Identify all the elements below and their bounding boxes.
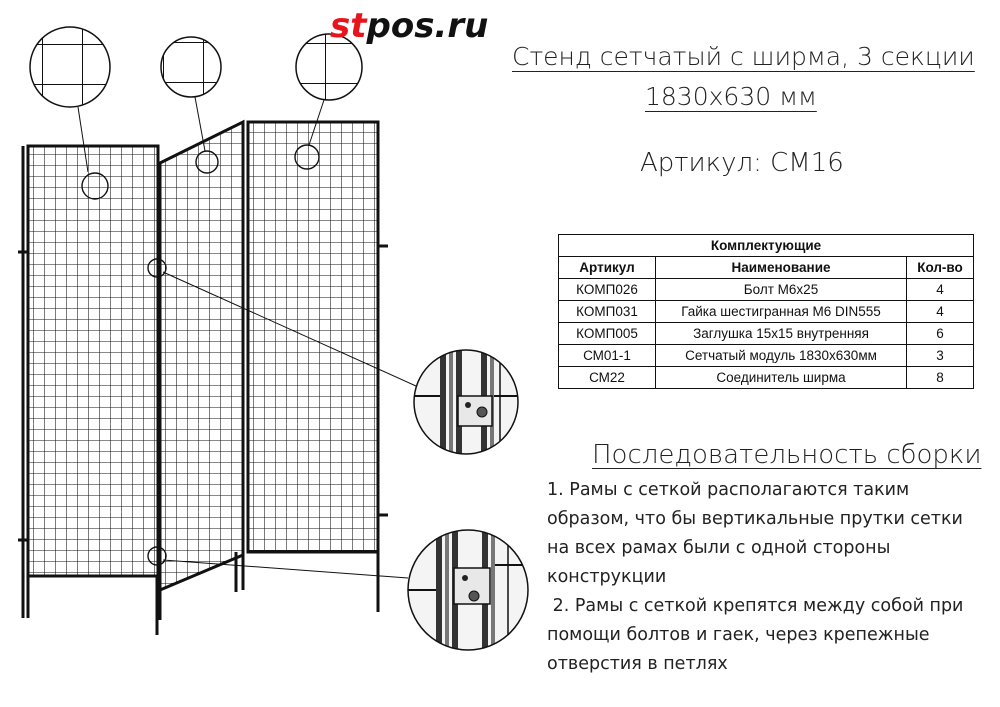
header-name: Наименование bbox=[656, 257, 907, 279]
cell-qty: 6 bbox=[907, 323, 974, 345]
middle-mesh-panel bbox=[160, 122, 243, 620]
header-article: Артикул bbox=[559, 257, 656, 279]
assembly-step-2: 2. Рамы с сеткой крепятся между собой при помощи болтов и гаек, через крепежные отверстия в петлях bbox=[547, 596, 970, 674]
logo-part-black: pos.ru bbox=[366, 6, 489, 46]
table-row bbox=[559, 345, 974, 367]
table-row bbox=[559, 323, 974, 345]
cell-article: КОМП005 bbox=[559, 323, 656, 345]
components-caption: Комплектующие bbox=[559, 235, 974, 257]
table-row bbox=[559, 367, 974, 389]
article-number: Артикул: СМ16 bbox=[640, 148, 844, 178]
cell-qty: 8 bbox=[907, 367, 974, 389]
cell-qty: 4 bbox=[907, 279, 974, 301]
cell-article: СМ22 bbox=[559, 367, 656, 389]
cell-article: СМ01-1 bbox=[559, 345, 656, 367]
assembly-step-1: 1. Рамы с сеткой располагаются таким образом, что бы вертикальные прутки сетки на всех рамах были с одной стороны конструкции bbox=[547, 480, 963, 587]
hinge-detail-circle-2 bbox=[408, 530, 528, 650]
logo-part-red: st bbox=[330, 6, 367, 46]
cell-article: КОМП026 bbox=[559, 279, 656, 301]
brand-logo bbox=[330, 6, 488, 46]
cell-name: Соединитель ширма bbox=[656, 367, 907, 389]
mesh-detail-circle-1 bbox=[22, 24, 132, 124]
table-row bbox=[559, 279, 974, 301]
components-table bbox=[558, 234, 974, 389]
hinge-detail-circle-1 bbox=[414, 350, 518, 454]
page-title: Стенд сетчатый с ширма, 3 секции bbox=[512, 42, 975, 71]
cell-name: Заглушка 15х15 внутренняя bbox=[656, 323, 907, 345]
right-mesh-panel bbox=[236, 122, 388, 612]
mesh-detail-circle-2 bbox=[153, 32, 243, 112]
cell-name: Болт М6х25 bbox=[656, 279, 907, 301]
cell-article: КОМП031 bbox=[559, 301, 656, 323]
left-mesh-panel bbox=[18, 146, 158, 635]
header-qty: Кол-во bbox=[907, 257, 974, 279]
cell-qty: 3 bbox=[907, 345, 974, 367]
cell-name: Сетчатый модуль 1830х630мм bbox=[656, 345, 907, 367]
table-row bbox=[559, 301, 974, 323]
cell-name: Гайка шестигранная М6 DIN555 bbox=[656, 301, 907, 323]
page-subtitle-size: 1830х630 мм bbox=[645, 82, 817, 111]
assembly-title: Последовательность сборки bbox=[592, 440, 982, 470]
cell-qty: 4 bbox=[907, 301, 974, 323]
